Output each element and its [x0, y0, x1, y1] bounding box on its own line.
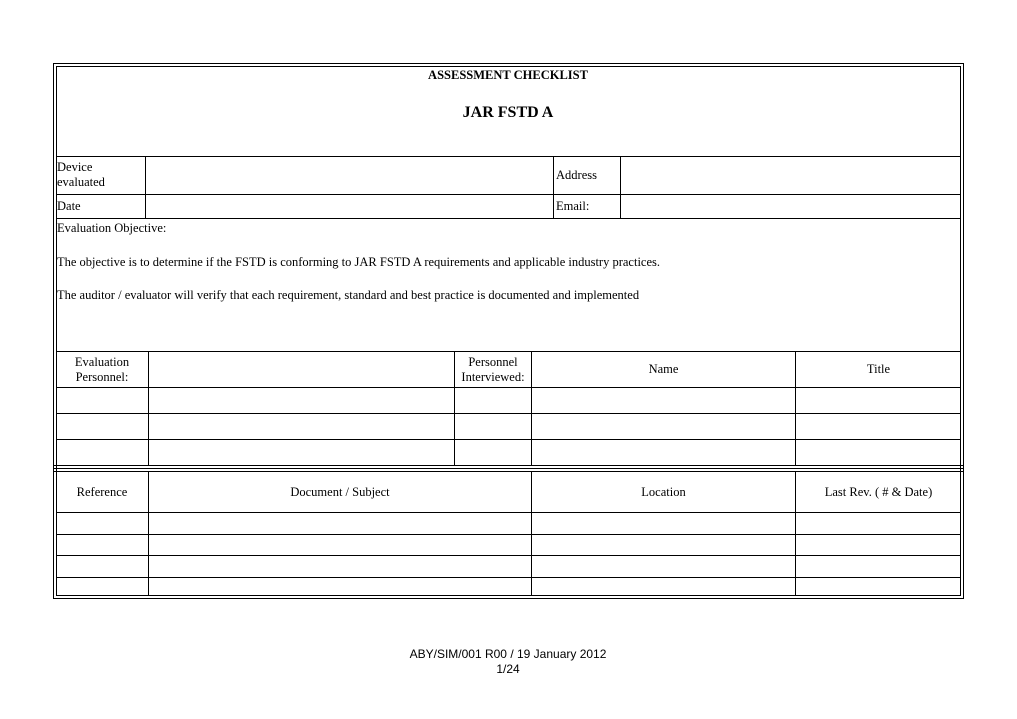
footer-page-number: 1/24	[496, 662, 520, 676]
divider	[148, 351, 149, 465]
document-subject-header: Document / Subject	[290, 484, 390, 499]
name-header: Name	[648, 362, 679, 376]
checklist-title: ASSESSMENT CHECKLIST	[428, 68, 588, 82]
location-header: Location	[641, 484, 686, 499]
title-header: Title	[866, 362, 891, 376]
divider	[56, 387, 961, 388]
document-title: JAR FSTD A	[462, 104, 554, 121]
divider	[56, 156, 961, 157]
divider	[56, 577, 961, 578]
evaluation-personnel-label: Evaluation Personnel:	[74, 354, 130, 384]
date-label: Date	[57, 199, 81, 213]
divider	[145, 156, 146, 218]
divider	[620, 156, 621, 218]
personnel-interviewed-label: Personnel Interviewed:	[461, 354, 525, 384]
divider	[53, 468, 964, 469]
divider	[56, 194, 961, 195]
email-label: Email:	[556, 199, 590, 213]
objective-text: The objective is to determine if the FSTD is conforming to JAR FSTD A requirements and applicable industry practices.	[57, 255, 661, 269]
divider	[56, 512, 961, 513]
inner-frame	[56, 66, 961, 596]
device-evaluated-label: Device evaluated	[57, 160, 105, 189]
divider	[56, 555, 961, 556]
divider	[553, 156, 554, 218]
divider	[56, 439, 961, 440]
last-revision-header: Last Rev. ( # & Date)	[824, 484, 933, 499]
divider	[56, 413, 961, 414]
auditor-text: The auditor / evaluator will verify that each requirement, standard and best practice is documented and implemented	[57, 288, 640, 302]
address-label: Address	[556, 168, 597, 182]
objective-heading: Evaluation Objective:	[57, 221, 167, 235]
footer-doc-ref: ABY/SIM/001 R00 / 19 January 2012	[409, 647, 607, 661]
divider	[56, 534, 961, 535]
reference-header: Reference	[76, 484, 128, 499]
divider	[56, 218, 961, 219]
divider	[53, 465, 964, 466]
